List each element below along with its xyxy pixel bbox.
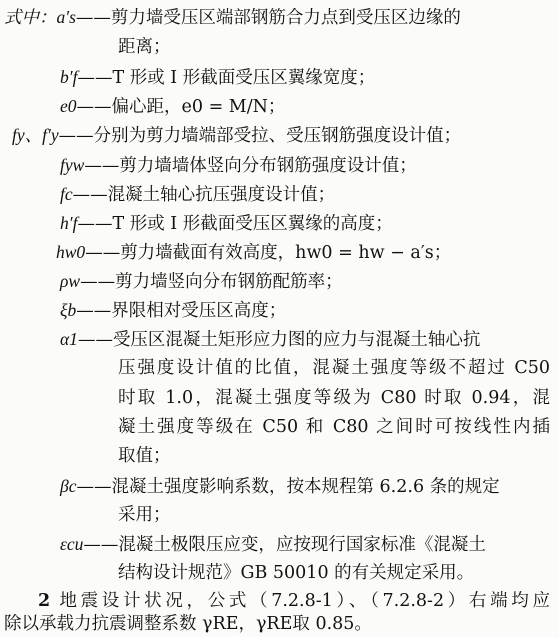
definition-text: 凝土强度等级在 C50 和 C80 之间时可按线性内插 (118, 417, 550, 437)
definition-text: 时取 1.0，混凝土强度等级为 C80 时取 0.94，混 (118, 388, 550, 408)
continuation-line (118, 388, 550, 408)
symbol: fyw (60, 155, 85, 175)
symbol: εcu (60, 534, 84, 554)
symbol: h′f (60, 213, 78, 233)
definition-text: ——混凝土强度影响系数，按本规程第 6.2.6 条的规定 (76, 477, 500, 497)
definition-text: 距离； (118, 37, 171, 57)
symbol-definition-line (56, 242, 451, 263)
symbol-definition-line (60, 155, 417, 176)
definition-text: 压强度设计值的比值，混凝土强度等级不超过 C50 (118, 358, 550, 378)
paragraph-text: 地震设计状况，公式（7.2.8-1）、（7.2.8-2）右端均应 (59, 591, 550, 611)
symbol: fy、f′y (12, 125, 59, 145)
symbol: α1 (60, 329, 78, 349)
definition-text: ——T 形或 I 形截面受压区翼缘的高度； (77, 214, 393, 234)
symbol: ρw (60, 271, 81, 291)
symbol-definition-line (60, 184, 335, 205)
definition-text: ——偏心距，e0 = M/N； (76, 97, 286, 117)
continuation-line (118, 505, 171, 525)
continuation-line (118, 446, 171, 466)
symbol-definition-line (60, 271, 343, 292)
definition-text: ——剪力墙截面有效高度，hw0 = hw − a′s； (85, 243, 452, 263)
continuation-line (118, 417, 550, 437)
symbol-definition-line (60, 329, 480, 350)
symbol: e0 (60, 96, 77, 116)
definition-text: ——剪力墙受压区端部钢筋合力点到受压区边缘的 (75, 8, 461, 28)
continuation-line (118, 563, 474, 583)
symbol-definition-line (60, 534, 486, 555)
continuation-line (118, 358, 550, 378)
symbol: hw0 (56, 242, 86, 262)
definition-text: ——分别为剪力墙端部受拉、受压钢筋强度设计值； (58, 126, 462, 146)
definition-text: ——受压区混凝土矩形应力图的应力与混凝土轴心抗 (77, 330, 481, 350)
definition-text: ——界限相对受压区高度； (76, 301, 287, 321)
paragraph-line (4, 614, 372, 634)
definition-text: ——剪力墙竖向分布钢筋配筋率； (80, 272, 343, 292)
symbol: b′f (60, 67, 78, 87)
definition-text: ——混凝土极限压应变，应按现行国家标准《混凝土 (83, 535, 486, 555)
symbol-definition-line (60, 476, 500, 497)
paragraph-line (38, 591, 550, 611)
paragraph-text: 除以承载力抗震调整系数 γRE，γRE取 0.85。 (4, 614, 372, 634)
symbol-definition-line (60, 300, 286, 321)
definition-text: ——T 形或 I 形截面受压区翼缘宽度； (77, 68, 376, 88)
symbol: fc (60, 184, 73, 204)
symbol-definition-line (60, 96, 285, 117)
definition-text: 结构设计规范》GB 50010 的有关规定采用。 (118, 563, 475, 583)
definition-text: ——混凝土轴心抗压强度设计值； (72, 185, 336, 205)
symbol: ξb (60, 300, 77, 320)
symbol-definition-line (60, 213, 393, 234)
continuation-line (118, 37, 171, 57)
symbol-definition-line (4, 7, 461, 28)
definition-text: ——剪力墙墙体竖向分布钢筋强度设计值； (84, 156, 417, 176)
definition-text: 取值； (118, 446, 171, 466)
symbol-definition-line (60, 67, 375, 88)
symbol: βc (60, 476, 77, 496)
symbol: 式中：a′s (4, 7, 76, 27)
symbol-definition-line (12, 125, 461, 146)
definition-text: 采用； (118, 505, 171, 525)
paragraph-number: 2 (38, 591, 51, 611)
